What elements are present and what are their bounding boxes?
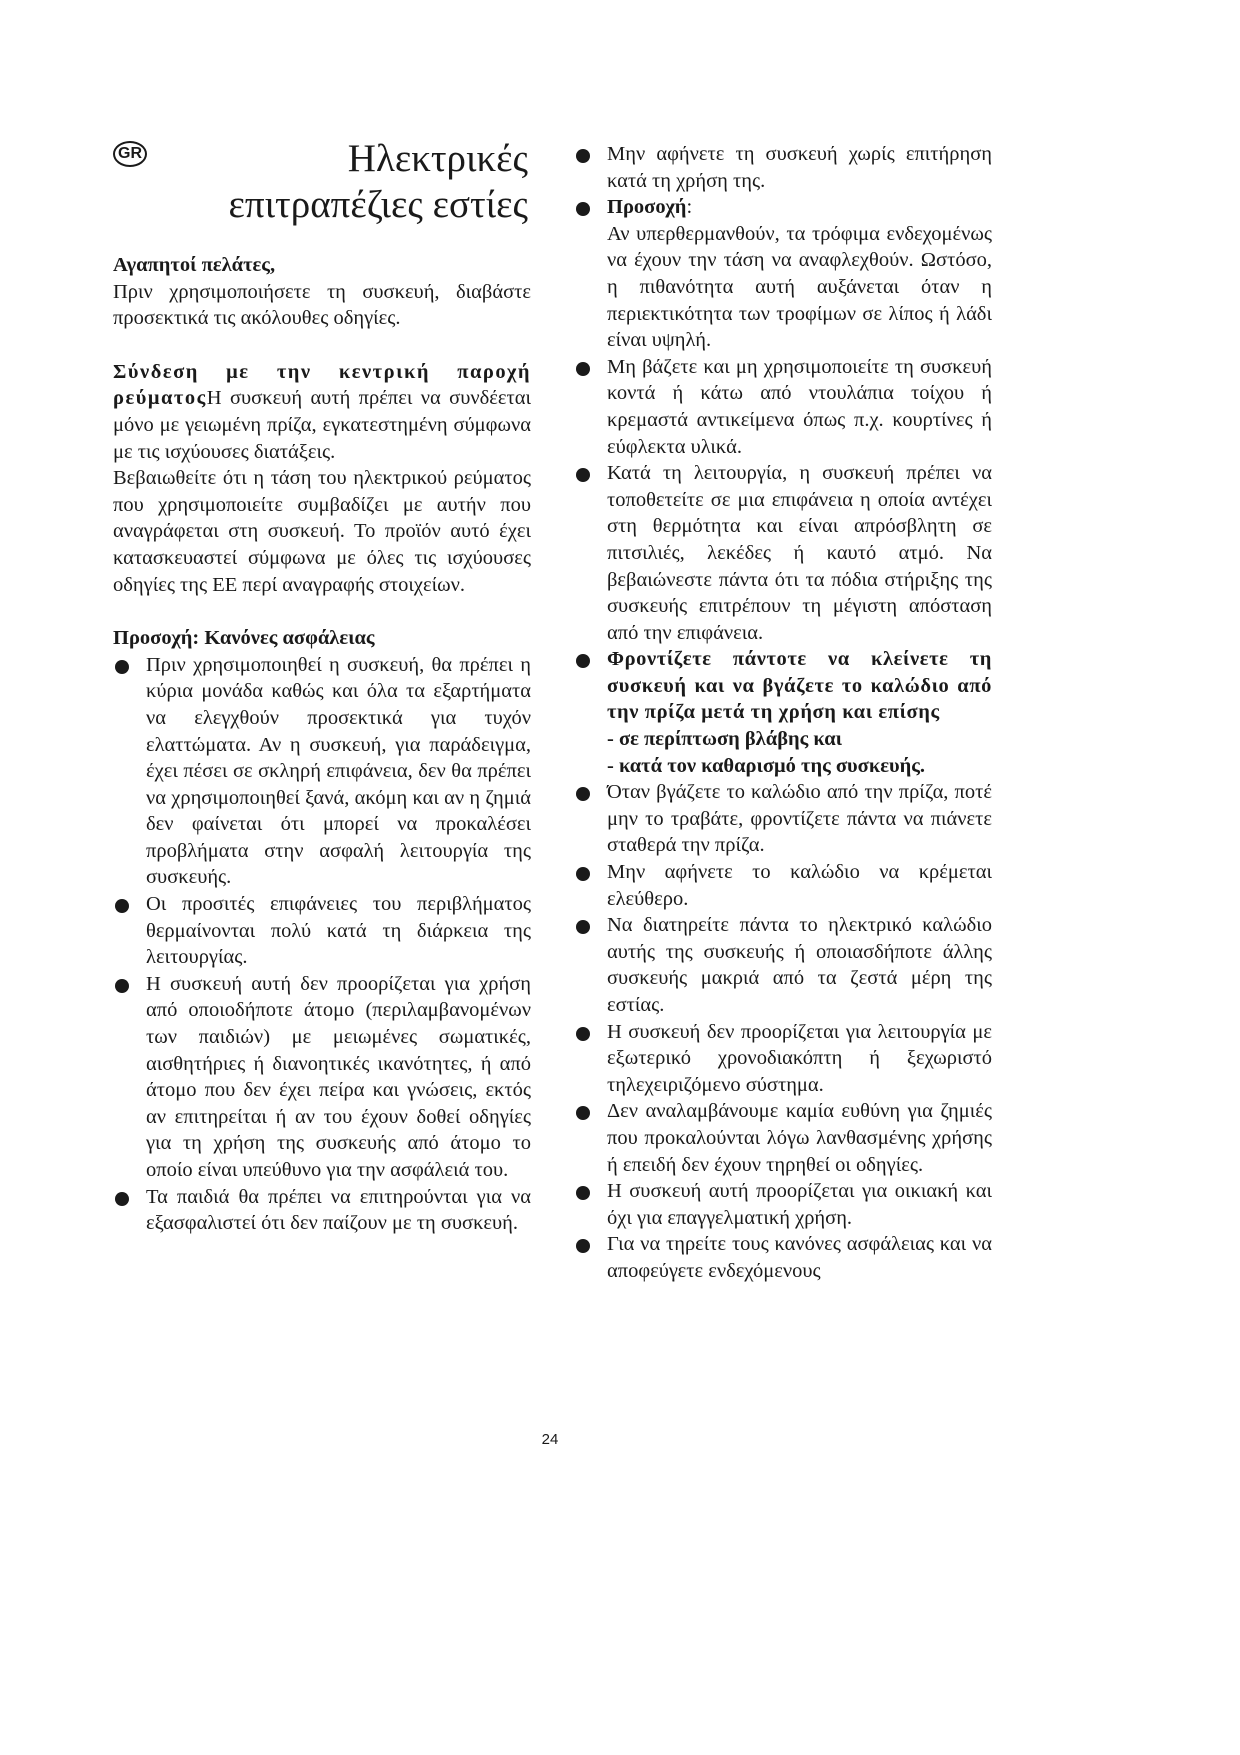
- right-column: [574, 141, 992, 1285]
- dash-item: - κατά τον καθαρισμό της συσκευής.: [607, 754, 926, 777]
- caution-text: Αν υπερθερμανθούν, τα τρόφιμα ενδεχομένως να έχουν την τάση να αναφλεχθούν. Ωστόσο, η πιθανότητα αυτή αυξάνεται όταν η περιεκτικότητα των τροφίμων σε λίπος ή λάδι είναι υψηλή.: [607, 222, 992, 352]
- bullet-icon: [576, 1239, 590, 1253]
- bullet-icon: [576, 362, 590, 376]
- page-title: [229, 136, 529, 228]
- bullet-icon: [576, 867, 590, 881]
- bullet-icon: [115, 660, 129, 674]
- intro-text: Πριν χρησιμοποιήσετε τη συσκευή, διαβάστε προσεκτικά τις ακόλουθες οδηγίες.: [113, 280, 531, 330]
- list-item: Μη βάζετε και μη χρησιμοποιείτε τη συσκευή κοντά ή κάτω από ντουλάπια τοίχου ή κρεμαστά αντικείμενα όπως π.χ. κουρτίνες ή εύφλεκτα υλικά.: [574, 354, 992, 460]
- list-item: Για να τηρείτε τους κανόνες ασφάλειας και να αποφεύγετε ενδεχόμενους: [574, 1231, 992, 1284]
- bullet-icon: [576, 787, 590, 801]
- list-item: Η συσκευή αυτή προορίζεται για οικιακή και όχι για επαγγελματική χρήση.: [574, 1178, 992, 1231]
- list-item: Να διατηρείτε πάντα το ηλεκτρικό καλώδιο αυτής της συσκευής ή οποιασδήποτε άλλης συσκευής μακριά από τα ζεστά μέρη της εστίας.: [574, 912, 992, 1018]
- bullet-icon: [576, 1186, 590, 1200]
- bullet-icon: [576, 920, 590, 934]
- bullet-icon: [115, 899, 129, 913]
- list-item: Τα παιδιά θα πρέπει να επιτηρούνται για να εξασφαλιστεί ότι δεν παίζουν με τη συσκευή.: [113, 1184, 531, 1237]
- safety-heading: Προσοχή: Κανόνες ασφάλειας: [113, 627, 375, 650]
- list-item: Η συσκευή αυτή δεν προορίζεται για χρήση από οποιοδήποτε άτομο (περιλαμβανομένων των παιδιών) με μειωμένες σωματικές, αισθητήριες ή διανοητικές ικανότητες, ή από άτομο που δεν έχει πείρα και γνώσεις, εκτός αν επιτηρείται ή αν του έχουν δοθεί οδηγίες για τη χρήση της συσκευής από άτομο το οποίο είναι υπεύθυνο για την ασφάλειά του.: [113, 971, 531, 1184]
- list-item: Μην αφήνετε τη συσκευή χωρίς επιτήρηση κατά τη χρήση της.: [574, 141, 992, 194]
- bullet-icon: [576, 202, 590, 216]
- list-item: Δεν αναλαμβάνουμε καμία ευθύνη για ζημιές που προκαλούνται λόγω λανθασμένης χρήσης ή επειδή δεν έχουν τηρηθεί οι οδηγίες.: [574, 1098, 992, 1178]
- dash-item: - σε περίπτωση βλάβης και: [607, 728, 842, 751]
- list-item: Φροντίζετε πάντοτε να κλείνετε τη συσκευή και να βγάζετε το καλώδιο από την πρίζα μετά τη χρήση και επίσης: [574, 646, 992, 726]
- list-item: Κατά τη λειτουργία, η συσκευή πρέπει να τοποθετείτε σε μια επιφάνεια η οποία αντέχει στη θερμότητα και είναι απρόσβλητη σε πιτσιλιές, λεκέδες ή καυτό ατμό. Να βεβαιώνεστε πάντα ότι τα πόδια στήριξης της συσκευής επιτρέπουν τη μέγιστη απόσταση από την επιφάνεια.: [574, 460, 992, 646]
- bullet-icon: [115, 979, 129, 993]
- bullet-icon: [576, 1027, 590, 1041]
- list-item: Πριν χρησιμοποιηθεί η συσκευή, θα πρέπει η κύρια μονάδα καθώς και όλα τα εξαρτήματα να ελεγχθούν προσεκτικά για τυχόν ελαττώματα. Αν η συσκευή, για παράδειγμα, έχει πέσει σε σκληρή επιφάνεια, δεν θα πρέπει να χρησιμοποιηθεί ξανά, ακόμη και αν η ζημιά δεν φαίνεται ότι μπορεί να προκαλέσει προβλήματα στην ασφαλή λειτουργία της συσκευής.: [113, 652, 531, 891]
- bullet-icon: [576, 654, 590, 668]
- greeting: Αγαπητοί πελάτες,: [113, 254, 276, 276]
- list-item: Μην αφήνετε το καλώδιο να κρέμεται ελεύθερο.: [574, 859, 992, 912]
- bullet-icon: [576, 149, 590, 163]
- caution-label: Προσοχή: [607, 196, 687, 219]
- list-item: Η συσκευή δεν προορίζεται για λειτουργία με εξωτερικό χρονοδιακόπτη ή ξεχωριστό τηλεχειριζόμενο σύστημα.: [574, 1019, 992, 1099]
- title-line-1: Ηλεκτρικές: [347, 137, 528, 180]
- page-number: 24: [541, 1431, 559, 1448]
- connection-heading: Σύνδεση με την κεντρική παροχή ρεύματος: [113, 360, 531, 410]
- left-column: [113, 252, 531, 1237]
- list-item: Προσοχή: Αν υπερθερμανθούν, τα τρόφιμα ενδεχομένως να έχουν την τάση να αναφλεχθούν. Ωστόσο, η πιθανότητα αυτή αυξάνεται όταν η περιεκτικότητα των τροφίμων σε λίπος ή λάδι είναι υψηλή.: [574, 194, 992, 354]
- connection-text: Η συσκευή αυτή πρέπει να συνδέεται μόνο με γειωμένη πρίζα, εγκατεστημένη σύμφωνα με τις ισχύουσες διατάξεις.: [113, 387, 531, 463]
- bullet-icon: [576, 468, 590, 482]
- title-line-2: επιτραπέζιες εστίες: [228, 183, 528, 226]
- language-badge: GR: [113, 141, 147, 167]
- bullet-icon: [115, 1192, 129, 1206]
- voltage-text: Βεβαιωθείτε ότι η τάση του ηλεκτρικού ρεύματος που χρησιμοποιείτε συμβαδίζει με αυτήν που αναγράφεται στη συσκευή. Το προϊόν αυτό έχει κατασκευαστεί σύμφωνα με όλες τις ισχύουσες οδηγίες της ΕΕ περί αναγραφής στοιχείων.: [113, 467, 531, 596]
- bullet-icon: [576, 1106, 590, 1120]
- connection-paragraph: [113, 359, 531, 465]
- list-item: Όταν βγάζετε το καλώδιο από την πρίζα, ποτέ μην το τραβάτε, φροντίζετε πάντα να πιάνετε σταθερά την πρίζα.: [574, 779, 992, 859]
- list-item: Οι προσιτές επιφάνειες του περιβλήματος θερμαίνονται πολύ κατά τη διάρκεια της λειτουργίας.: [113, 891, 531, 971]
